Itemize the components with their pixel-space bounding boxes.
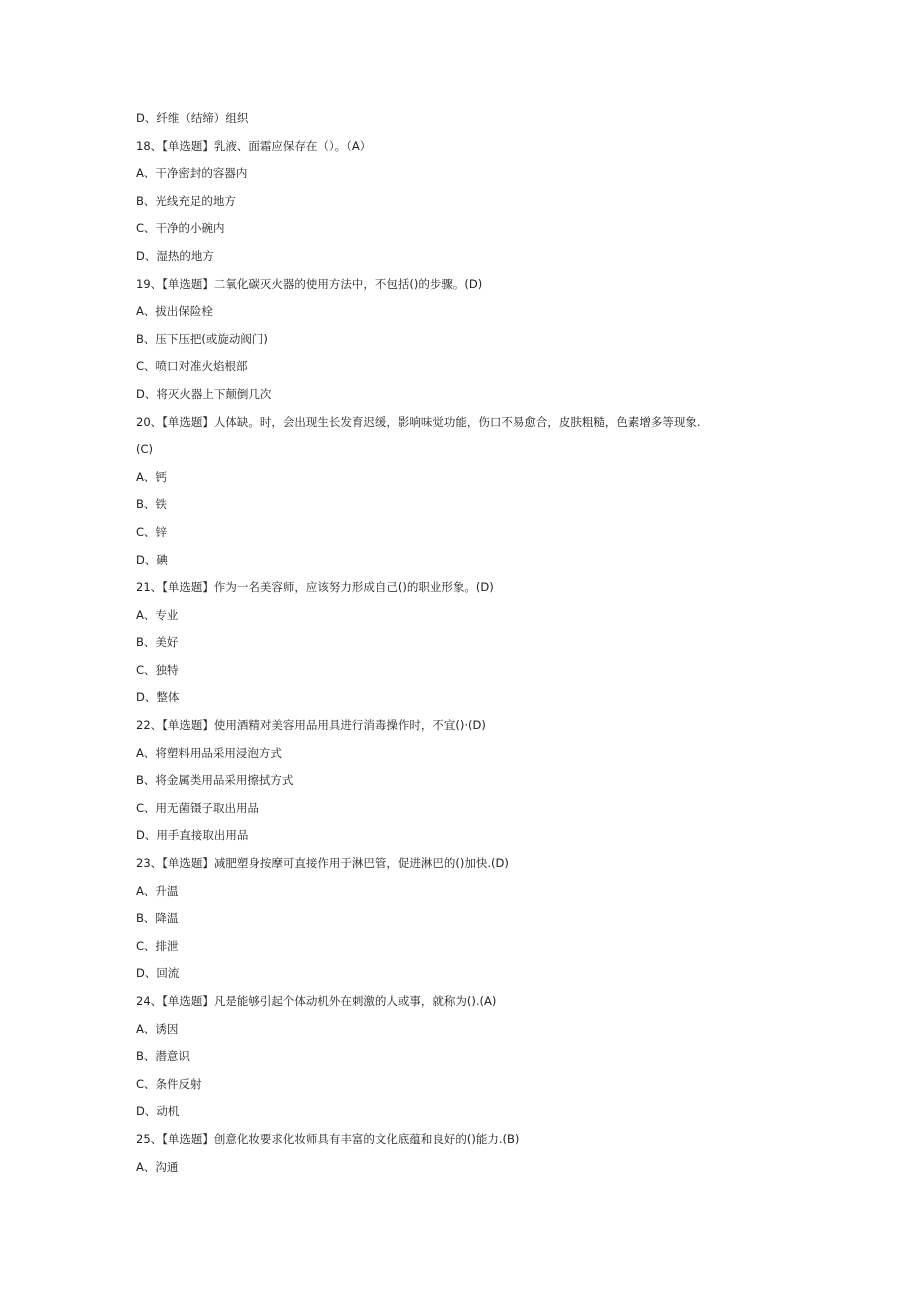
option-line: A、专业 — [136, 607, 179, 622]
option-line: C、锌 — [136, 524, 168, 539]
option-line: B、铁 — [136, 497, 167, 512]
option-line: A、拔出保险栓 — [136, 304, 213, 319]
option-line: D、纤维（结缔）组织 — [136, 111, 249, 125]
question-list — [136, 109, 836, 1185]
option-line: C、条件反射 — [136, 1076, 202, 1091]
option-line: C、用无菌镊子取出用品 — [136, 800, 260, 815]
question-line: 23、【单选题】减肥塑身按摩可直接作用于淋巴管，促进淋巴的()加快.(D) — [136, 856, 509, 871]
option-line: B、压下压把(或旋动阀门) — [136, 331, 268, 346]
option-line: D、用手直接取出用品 — [136, 828, 249, 843]
option-line: A、诱因 — [136, 1021, 179, 1036]
option-line: C、独特 — [136, 662, 179, 677]
question-line: 18、【单选题】乳液、面霜应保存在（）。（A） — [136, 138, 372, 153]
option-line: C、喷口对准火焰根部 — [136, 359, 248, 374]
option-line: B、光线充足的地方 — [136, 193, 236, 208]
option-line: D、回流 — [136, 966, 180, 981]
question-line: 22、【单选题】使用酒精对美容用品用具进行消毒操作时，不宜()·(D) — [136, 718, 486, 733]
option-line: D、碘 — [136, 552, 168, 567]
option-line: A、干净密封的容器内 — [136, 166, 248, 181]
option-line: D、动机 — [136, 1104, 180, 1119]
option-line: A、将塑料用品采用浸泡方式 — [136, 745, 282, 760]
option-line: D、湿热的地方 — [136, 248, 214, 263]
option-line: B、将金属类用品采用擦拭方式 — [136, 773, 294, 788]
question-line: 25、【单选题】创意化妆要求化妆师具有丰富的文化底蕴和良好的()能力.(B) — [136, 1131, 520, 1146]
option-line: C、干净的小碗内 — [136, 221, 225, 236]
option-line: B、降温 — [136, 911, 179, 926]
option-line: C、排泄 — [136, 938, 179, 953]
option-line: B、潜意识 — [136, 1049, 190, 1064]
option-line: D、将灭火器上下颠倒几次 — [136, 386, 272, 401]
question-line: 21、【单选题】作为一名美容师，应该努力形成自己()的职业形象。(D) — [136, 580, 494, 595]
option-line: B、美好 — [136, 635, 179, 650]
answer-continuation: (C) — [136, 442, 154, 457]
option-line: D、整体 — [136, 690, 180, 705]
option-line: A、升温 — [136, 883, 179, 898]
question-line: 20、【单选题】人体缺。时，会出现生长发育迟缓，影响味觉功能，伤口不易愈合，皮肤粗糙，色素增多等现象. — [136, 414, 701, 429]
question-line: 24、【单选题】凡是能够引起个体动机外在刺激的人或事，就称为().(A) — [136, 994, 497, 1008]
question-line: 19、【单选题】二氧化碳灭火器的使用方法中，不包括()的步骤。(D) — [136, 276, 483, 291]
option-line: A、沟通 — [136, 1159, 179, 1174]
option-line: A、钙 — [136, 469, 167, 484]
